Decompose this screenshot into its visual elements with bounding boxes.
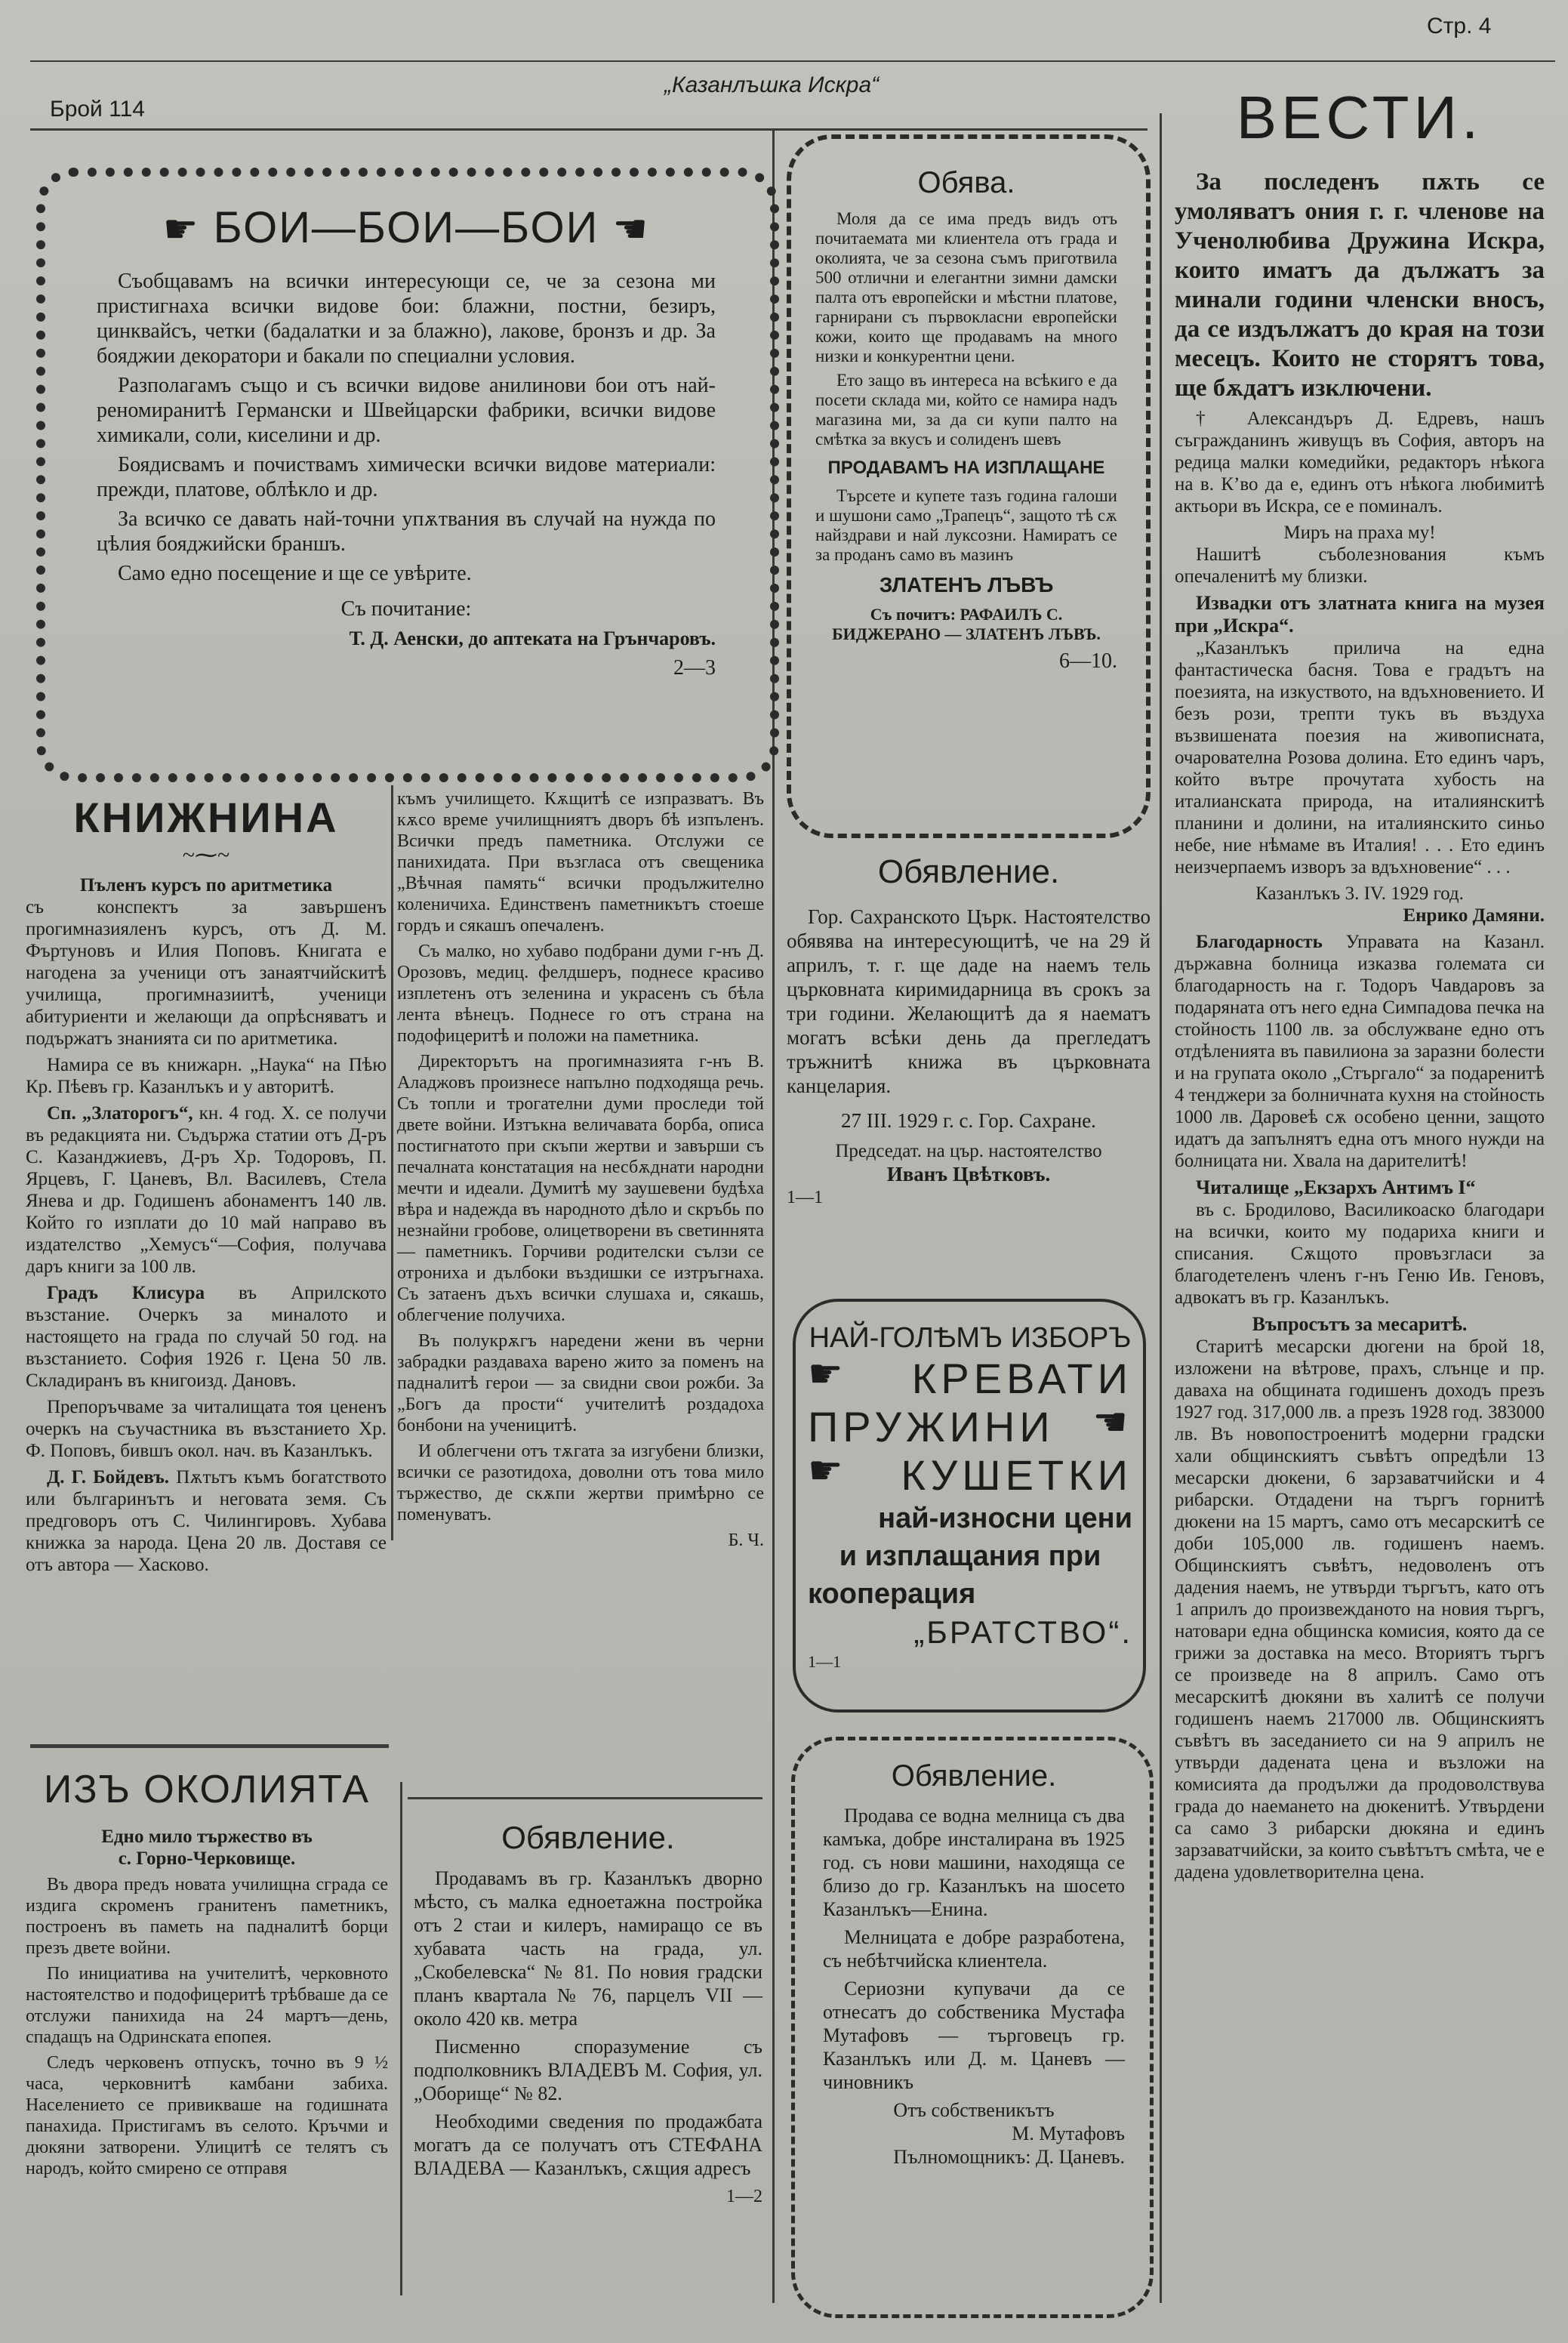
header-rule — [30, 128, 1148, 131]
okoliyata-p4: къмъ училището. Кѫщитѣ се изпразватъ. Въ кѫсо време училищниятъ дворъ бѣ изпъленъ. Всички предъ паметника. Отслужи се панихидата. При възгласа отъ свещеника „Вѣчная память“ всички продължително коленичиха. Единственъ паметникътъ стоеше гордъ и сякашъ опечаленъ. — [397, 789, 764, 936]
sahrane-num: 1—1 — [787, 1188, 823, 1207]
krevati-l3: ПРУЖИНИ — [808, 1403, 1055, 1451]
ad-boi-p5: Само едно посещение и ще се увѣрите. — [118, 562, 472, 585]
okoliyata-sub2: с. Горно-Черковище. — [118, 1848, 296, 1869]
issue-number: Брой 114 — [50, 97, 145, 122]
krevati-num: 1—1 — [808, 1652, 841, 1671]
melnica-own: Отъ собственикътъ — [893, 2099, 1055, 2121]
knizhnina-b4: Пѫтьтъ къмъ богатството или българинътъ и неговата земя. Съ предговоръ отъ С. Чилингировъ. Хубава книжка за народа. Цена 20 лв. Доставя се отъ автора — Хасково. — [26, 1467, 387, 1575]
mesto-num: 1—2 — [726, 2187, 762, 2206]
okoliyata-p5: Съ малко, но хубаво подбрани думи г-нъ Д. Орозовъ, медиц. фелдшеръ, поднесе красиво изплетенъ отъ зеленина и украсенъ съ бѣла лента вѣнецъ. Поднесе го отъ страна на подофицеритѣ и положи на паметника. — [397, 942, 764, 1046]
ad-boi-p1: Съобщавамъ на всички интересующи се, че за сезона ми пристигнаха всички видове бои: блажни, постни, безиръ, цинквайсъ, четки (бадалатки и за блажно), лакове, бронзъ и др. За бояджии декоратори и бакали по специални условия. — [97, 270, 716, 368]
krevati-l6: и изплащания при — [839, 1540, 1101, 1572]
ad-boi-title: БОИ—БОИ—БОИ — [213, 203, 599, 252]
ad-boi-p3: Боядисвамъ и почиствамъ химически всички видове материали: прежди, платове, облѣкло и др. — [97, 453, 716, 501]
okoliyata-p8: И облегчени отъ тѫгата за изгубени близки, всички се разотидоха, доволни отъ това мило тържество, де скѫпи жертви примѣрно се поменуватъ. — [397, 1441, 764, 1524]
okoliyata-p6: Директорътъ на прогимназията г-нъ В. Аладжовъ произнесе напълно подходяща речь. Съ топли и трогателни думи проследи той двете войни. Изтъкна величавата борба, описа постигнатото при скъпи жертви и завърши съ печалната констатация на несбѫднати народни мечти и идеали. Думитѣ му заушевени будѣха вѣра и надежда въ народното дѣло и скръбь по незнайни гробове, олицетворени въ светиннята — паметникъ. Горчиви родителски сълзи се отрониха и дълбоки въздишки се изтръгнаха. Съ затаенъ дъхъ всички слушаха и, сякашь, облегчение получиха. — [397, 1052, 764, 1325]
obyava — [815, 166, 1117, 678]
ad-boi-signature: Т. Д. Аенски, до аптеката на Грънчаровъ. — [349, 627, 716, 649]
okoliyata-sub1: Едно мило тържество въ — [101, 1827, 313, 1847]
knizhnina-b1: съ конспектъ за завършенъ прогимназияленъ курсъ, отъ Д. М. Фъртуновъ и Илия Поповъ. Книгата е нагодена за ученици отъ занаятчийскитѣ училища, прогимназиитѣ, ученици абитуриенти и желающи да опрѣсняватъ и подържатъ знанията си по аритметика. — [26, 897, 387, 1049]
knizhnina-b3: въ Априлското възстание. Очеркъ за миналото и настоящето на града по случай 50 год. на възстанието. София 1926 г. Цена 50 лв. Складиранъ въ книгоизд. Дановъ. — [26, 1283, 387, 1391]
krevati-l7: кооперация — [808, 1578, 976, 1610]
obyava-shop: ЗЛАТЕНЪ ЛЪВЪ — [879, 573, 1054, 597]
column-rule-2 — [1160, 113, 1162, 2303]
vesti-lead: За последенъ пѫть се умоляватъ ония г. г. членове на Ученолюбива Дружина Искра, които иматъ да дължатъ за минали години членски вносъ, да се издължатъ до края на този месецъ. Които не сторятъ това, ще бѫдатъ изключени. — [1175, 168, 1545, 402]
knizhnina-b4-title: Д. Г. Бойдевъ. — [47, 1467, 170, 1487]
vesti-column — [1175, 83, 1545, 1888]
sahrane-p1: Гор. Сахранското Църк. Настоятелство обявява на интересующитѣ, че на 29 й априлъ, т. г. ще даде на наемъ тель църковната киримидарница въ срокъ за три години. Желающитѣ да я наематъ могатъ всѣки день да прегледатъ тръжнитѣ книжа въ църковната канцелария. — [787, 905, 1151, 1097]
vesti-izvadki-title: Извадки отъ златната книга на музея при „Искра“. — [1175, 592, 1545, 637]
ad-boi-heading — [97, 204, 716, 252]
krevati-row-2 — [808, 1403, 1132, 1451]
krevati-l4: КУШЕТКИ — [901, 1451, 1132, 1499]
vesti-mes: Старитѣ месарски дюгени на брой 18, изложени на вѣтрове, прахъ, слънце и пр. даваха на общината годишенъ доходъ презъ 1927 год. 317,000 лв. а презъ 1928 год. 383000 лв. Въ новопостроенитѣ модерни градски хали общинскиятъ съвѣтъ опредѣли 13 месарски дюкени, 6 зарзаватчийски и 4 рибарски. Отдадени на търгъ горнитѣ дюкени на 15 мартъ, само отъ месарскитѣ се доби 105,000 лв. годишенъ наемъ. Общинскиятъ съвѣтъ, недоволенъ отъ дадения наемъ, не утвърди търгътъ, като отъ 1 априлъ до произвежданото на новия търгъ, натовари една общинска комисия, която да се грижи за доставка на месо. Вториятъ търгъ се произведе на 8 априлъ. Само отъ месарскитѣ дюкяни въ халитѣ се получи годишенъ наемъ 217000 лв. Общинскиятъ съвѣтъ въ заседанието си на 9 априлъ не утвърди дадената цена и възложи на комисията да продължи да продоволствува града до наемането на дюкенитѣ. Утвърдени са само 3 рибарски дюкяна и единъ зарзаватчийски, за които съвѣтътъ смѣта, че е дадена удовлетворителна цена. — [1175, 1336, 1545, 1882]
ornament-divider: ~⁓~ — [182, 843, 230, 868]
knizhnina-b2: кн. 4 год. X. се получи въ редакцията ни. Съдържа статии отъ Д-ръ С. Казанджиевъ, Д-ръ Хр. Тодоровъ, П. Ярцевъ, Г. Цаневъ, Вл. Василевъ, Стела Янева и др. Годишенъ абонаментъ 140 лв. Който го изплати до 10 май направо въ издателство „Хемусъ“—София, получава даръ книги за 100 лв. — [26, 1103, 387, 1277]
knizhnina-b3-title: Градъ Клисура — [47, 1283, 205, 1303]
knizhnina-b2-title: Сп. „Златорогъ“, — [47, 1103, 193, 1124]
pointing-hand-right-icon: ☛ — [162, 208, 200, 251]
pointing-hand-left-icon: ☚ — [1092, 1401, 1132, 1444]
melnica-title: Обявление. — [891, 1759, 1057, 1793]
knizhnina-column — [26, 793, 387, 1580]
section-rule — [30, 1744, 389, 1748]
obyava-p3: Търсете и купете тазъ година галоши и шушони само „Трапецъ“, защото тѣ сѫ найздрави и най луксозни. Намиратъ се за проданъ само въ мазинъ — [815, 486, 1117, 564]
melnica-p1: Продава се водна мелница съ два камъка, добре инсталирана въ 1925 год. съ нови машини, находяща се близо до гр. Казанлъкъ на шосето Казанлъкъ—Енина. — [823, 1805, 1125, 1920]
vesti-chit: въ с. Бродилово, Василикоаско благодари на всички, които му подариха книги и списания. Сѫщото провъзгласи за благодетеленъ членъ г-нъ Геню Ив. Геновъ, адвокатъ въ гр. Казанлъкъ. — [1175, 1200, 1545, 1308]
krevati-l2: КРЕВАТИ — [911, 1355, 1132, 1402]
knizhnina-b1b: Намира се въ книжарн. „Наука“ на Пѣю Кр. Пѣевъ гр. Казанлъкъ и у авторитѣ. — [26, 1055, 387, 1097]
obyavlenie-melnica — [823, 1759, 1125, 2173]
obyavlenie-mesto — [414, 1820, 762, 2214]
melnica-proxy: Пълномощникъ: Д. Цаневъ. — [893, 2146, 1125, 2168]
okoliyata-continued — [397, 788, 764, 1555]
melnica-own-name: М. Мутафовъ — [1012, 2123, 1125, 2144]
knizhnina-b1-title: Пъленъ курсъ по аритметика — [79, 875, 333, 896]
obyava-num: 6—10. — [1059, 649, 1117, 673]
krevati-row-3 — [808, 1451, 1132, 1500]
vesti-chit-title: Читалище „Екзархъ Антимъ I“ — [1196, 1176, 1476, 1198]
obyava-p2: Ето защо въ интереса на всѣкиго е да посети склада ми, който се намира надъ магазина ми, за да си купи палто на смѣтка за вкусъ и солиденъ шевъ — [815, 371, 1117, 449]
melnica-p2: Мелницата е добре разработена, съ небѣтчийска клиентела. — [823, 1926, 1125, 1972]
sahrane-date: 27 III. 1929 г. с. Гор. Сахране. — [841, 1109, 1096, 1132]
obyavlenie-sahrane — [787, 853, 1151, 1215]
vesti-title: ВЕСТИ. — [1236, 84, 1483, 151]
obyava-sale: ПРОДАВАМЪ НА ИЗПЛАЩАНЕ — [827, 458, 1105, 478]
mesto-p2: Писменно споразумение съ подполковникъ ВЛАДЕВЪ М. София, ул. „Оборище“ № 82. — [414, 2036, 762, 2104]
sahrane-pred: Председат. на цър. настоятелство — [835, 1141, 1102, 1161]
vesti-mes-title: Въпросътъ за месаритѣ. — [1252, 1313, 1468, 1335]
vesti-izvadki-date: Казанлъкъ 3. IV. 1929 год. — [1255, 883, 1464, 904]
vesti-izvadki: „Казанлъкъ прилича на една фантастическа басня. Това е градътъ на поезията, на изкуството, на вдъхновението. И безъ рози, трепти тукъ въ въздуха възвишената поезия на живописната, очарователна Розова долина. Ето единъ чаръ, който вътре прочутата хубость на италианската природа, на италиянскитѣ планини и долини, на италиянскито синьо небе, ние нѣмаме въ Италия! . . . Ето единъ неизчерпаемъ изворъ за вдъхновение“ . . . — [1175, 638, 1545, 877]
column-rule-3 — [391, 785, 393, 1540]
vesti-izvadki-sig: Енрико Дамяни. — [1403, 905, 1545, 926]
sahrane-title: Обявление. — [877, 853, 1060, 890]
okoliyata-sig: Б. Ч. — [728, 1531, 764, 1550]
pointing-hand-right-icon: ☛ — [808, 1449, 848, 1493]
top-rule — [30, 60, 1555, 62]
ad-boi-p2: Разполагамъ също и съ всички видове анилинови бои отъ най-реномиранитѣ Германски и Швейцарски фабрики, всички видове химикали, соли, киселини и др. — [97, 374, 716, 447]
pointing-hand-right-icon: ☛ — [808, 1352, 848, 1396]
vesti-edrev2: Миръ на праха му! — [1283, 523, 1436, 543]
obyava-p1: Моля да се има предъ видъ отъ почитаемата ми клиентела отъ града и околията, че за сезона съмъ приготвила 500 отлични и елегантни зимни дамски палта отъ европейски и мѣстни платове, гарнирани съ първокласни европейски кожи, които ще продавамъ на много низки и конкурентни цени. — [815, 209, 1117, 365]
sahrane-name: Иванъ Цвѣтковъ. — [886, 1163, 1051, 1185]
obyava-title: Обява. — [917, 166, 1015, 199]
vesti-blag: Управата на Казанл. държавна болница изказва големата си благодарность на г. Тодоръ Чавдаровъ за подаряната отъ него една Симпадова печка на стойность 1100 лв. за обслужване едно отъ отдѣленията въ павилиона за заразни болести и на групата около „Стъргало“ за подаренитѣ 4 тенджери за болничната кухня на стойность 1000 лв. Даровеѣ сѫ особено ценни, защото идатъ да запълнятъ една отъ много нужди на болницата ни. Хвала на дарителитѣ! — [1175, 932, 1545, 1171]
ad-boi-num: 2—3 — [673, 656, 716, 680]
okoliyata-p3: Следъ черковенъ отпускъ, точно въ 9 ½ часа, черковнитѣ камбани забиха. Населението се привикваше на годишната панахида. Пристигамъ въ селото. Кръчми и дюкяни затворени. Улицитѣ се телятъ съ народъ, който смирено се отправя — [26, 2053, 388, 2178]
obyava-p4: Съ почитъ: РАФАИЛЪ С. БИДЖЕРАНО — ЗЛАТЕНЪ ЛЪВЪ. — [832, 605, 1101, 643]
vesti-edrev: † Александъръ Д. Едревъ, нашъ съгражданинъ живущъ въ София, авторъ на редица малки комедийки, редакторъ нѣкога на в. К’во да е, единъ отъ нѣкога любимитѣ актьори въ Искра, се е поминалъ. — [1175, 408, 1545, 516]
knizhnina-title: КНИЖНИНА — [73, 794, 339, 841]
ad-boi-p4: За всичко се давать най-точни упѫтвания въ случай на нужда по цѣлия бояджийски браншъ. — [97, 507, 716, 556]
okoliyata-p2: По инициатива на учителитѣ, черковното настоятелство и подофицеритѣ трѣбваше да се отслужи панихида на 24 мартъ—день, спадащъ на Одринската епопея. — [26, 1964, 388, 2047]
krevati-l1: НАЙ-ГОЛѢМЪ ИЗБОРЪ — [809, 1322, 1132, 1354]
krevati-row-1 — [808, 1352, 1132, 1403]
page-number: Стр. 4 — [1427, 14, 1492, 39]
okoliyata-p7: Въ полукрѫгъ наредени жени въ черни забрадки раздаваха варено жито за поменъ на падналитѣ герои — за свидни свои рожби. За „Богъ да прости“ учителитѣ роздадоха бонбони на ученицитѣ. — [397, 1331, 764, 1435]
mesto-title: Обявление. — [501, 1820, 675, 1855]
vesti-edrev3: Нашитѣ съболезнования къмъ опечаленитѣ му близки. — [1175, 544, 1545, 587]
knizhnina-b3b: Препоръчваме за читалищата тоя цененъ очеркъ на съучастника въ възстанието Хр. Ф. Поповъ, бившъ окол. нач. въ Казанлъкъ. — [26, 1397, 387, 1461]
mesto-p1: Продавамъ въ гр. Казанлъкъ дворно мѣсто, съ малка едноетажна постройка отъ 2 стаи и килеръ, намиращо се въ хубавата часть на града, ул. „Скобелевска“ № 81. По новия градски планъ квартала № 76, парцелъ VII — около 420 кв. метра — [414, 1867, 762, 2030]
ad-boi-regards: Съ почитание: — [340, 597, 472, 621]
krevati-l5: най-износни цени — [878, 1503, 1132, 1534]
melnica-p3: Сериозни купувачи да се отнесатъ до собственика Мустафа Мутафовъ — търговецъ гр. Казанлъкъ или Д. м. Цаневъ — чиновникъ — [823, 1978, 1125, 2093]
krevati-l8: „БРАТСТВО“. — [913, 1614, 1132, 1650]
vesti-blag-title: Благодарность — [1196, 932, 1323, 952]
column-rule-4 — [400, 1782, 402, 2295]
pointing-hand-left-icon: ☚ — [612, 208, 650, 251]
ad-boi — [97, 204, 716, 685]
ad-rule — [408, 1797, 762, 1799]
paper-name: „Казанлъшка Искра“ — [664, 72, 879, 97]
okoliyata-p1: Въ двора предъ новата училищна сграда се издига скроменъ гранитенъ паметникъ, построенъ въ паметь на падналитѣ борци презъ двете войни. — [26, 1875, 388, 1958]
mesto-p3: Необходими сведения по продажбата могатъ да се получатъ отъ СТЕФАНА ВЛАДЕВА — Казанлъкъ, сѫщия адресъ — [414, 2110, 762, 2179]
krevati-ad — [808, 1321, 1132, 1672]
okoliyata-title: ИЗЪ ОКОЛИЯТА — [43, 1768, 371, 1811]
okoliyata-column — [26, 1767, 388, 2184]
